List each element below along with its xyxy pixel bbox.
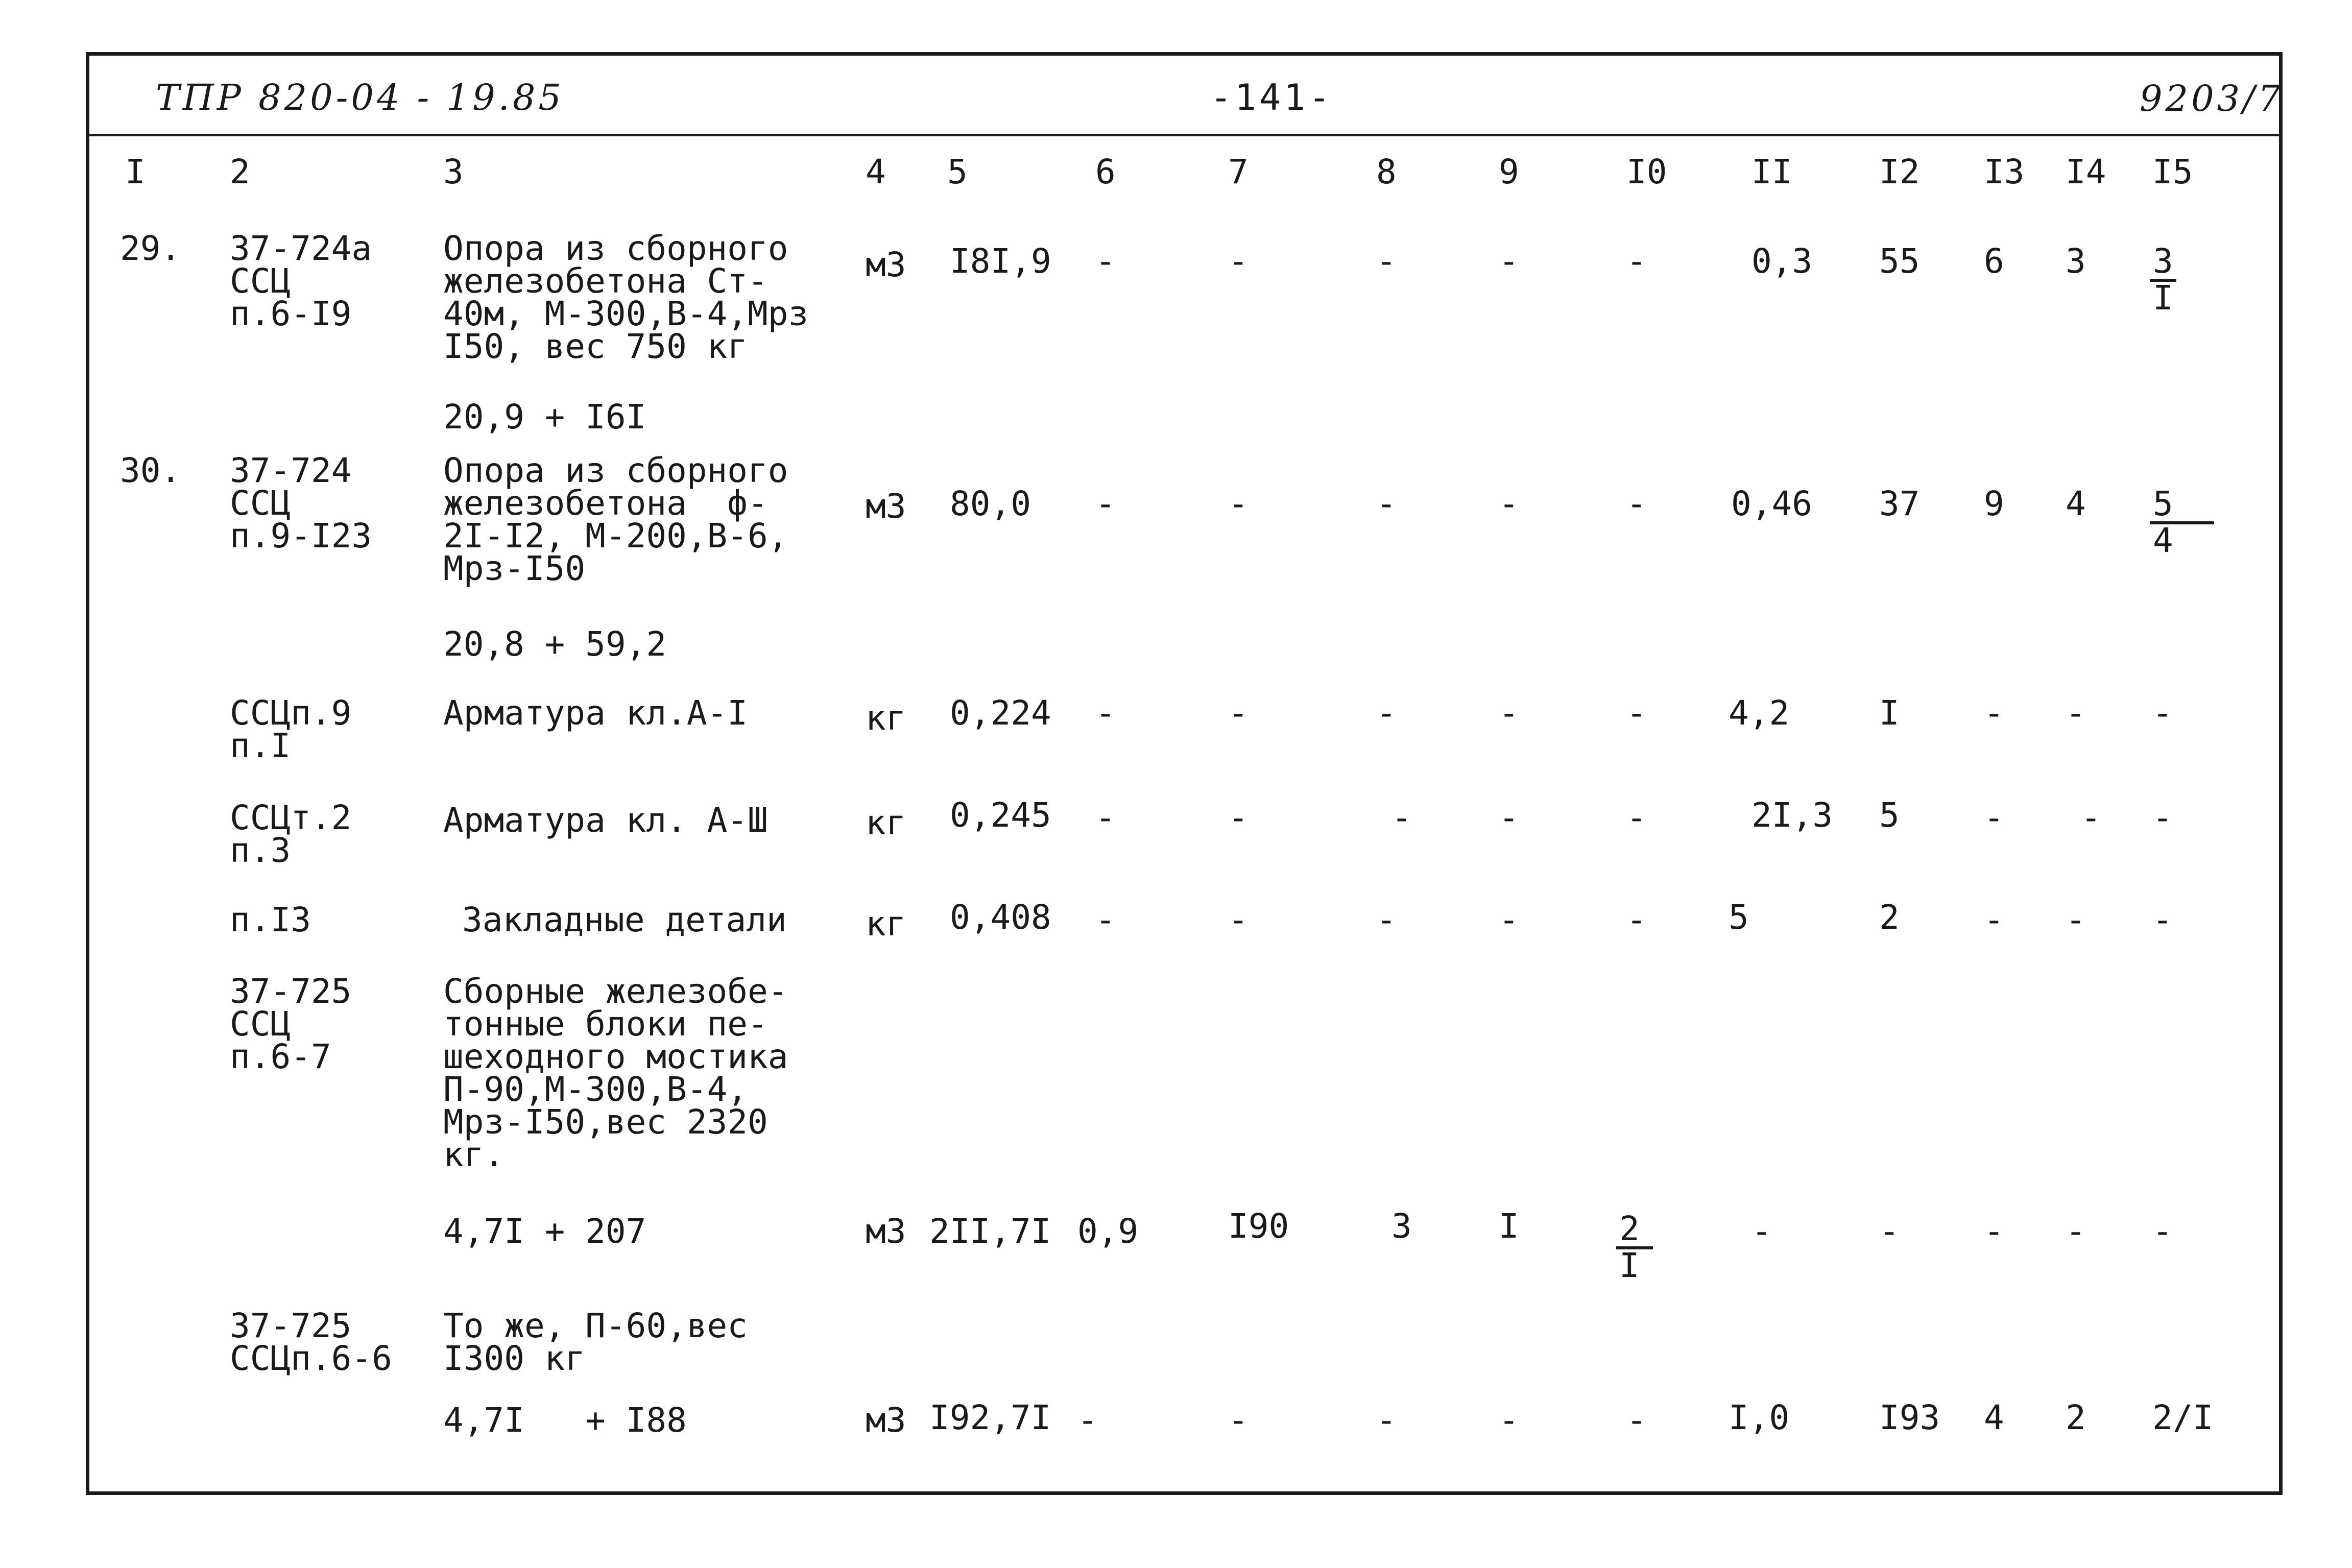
- col5-value: I92,7I: [929, 1398, 1051, 1437]
- col12-value: 55: [1879, 242, 1920, 281]
- col12-value: 37: [1879, 484, 1920, 523]
- col7-value: -: [1228, 693, 1249, 733]
- col6-value: -: [1077, 1401, 1098, 1440]
- col14-value: -: [2066, 1212, 2086, 1251]
- col14-value: 3: [2066, 242, 2086, 281]
- col15-fraction: [2150, 242, 2176, 318]
- col13-value: 9: [1984, 484, 2004, 523]
- price-code: 37-724а ССЦ п.6-I9: [230, 229, 372, 333]
- col-header-6: 6: [1095, 152, 1116, 191]
- col15-value: -: [2152, 798, 2173, 837]
- col14-value: -: [2066, 900, 2086, 939]
- page-number: -141-: [1210, 77, 1333, 118]
- fraction-denominator: 4: [2153, 521, 2173, 560]
- col13-value: -: [1984, 693, 2004, 733]
- col9-value: -: [1499, 798, 1519, 837]
- unit: кг: [866, 904, 906, 944]
- col12-value: I93: [1879, 1398, 1940, 1437]
- row-number: 30.: [120, 451, 181, 490]
- col9-value: -: [1499, 242, 1519, 281]
- price-code: ССЦт.2 п.3: [230, 798, 352, 870]
- fraction-numerator: 2: [1616, 1213, 1653, 1249]
- col11-value: 2I,3: [1751, 795, 1833, 835]
- unit: м3: [866, 1401, 906, 1440]
- item-description: Опора из сборного железобетона ф- 2I-I2, М-200,В-6, Мрз-I50: [443, 451, 788, 588]
- fraction-numerator: 5: [2150, 488, 2214, 524]
- col10-value: -: [1626, 900, 1647, 939]
- col5-value: 0,224: [950, 693, 1051, 733]
- col12-value: 2: [1879, 898, 1900, 937]
- item-description: Арматура кл.А-I: [443, 693, 748, 733]
- col-header-5: 5: [947, 152, 968, 191]
- unit: кг: [866, 803, 906, 842]
- col12-value: -: [1879, 1212, 1900, 1251]
- table-frame: [86, 52, 2283, 1495]
- col13-value: -: [1984, 1212, 2004, 1251]
- col-header-9: 9: [1499, 152, 1519, 191]
- col9-value: I: [1499, 1207, 1519, 1246]
- col-header-10: I0: [1626, 152, 1667, 191]
- col6-value: -: [1095, 484, 1116, 523]
- col13-value: 6: [1984, 242, 2004, 281]
- col7-value: -: [1228, 1401, 1249, 1440]
- col6-value: -: [1095, 242, 1116, 281]
- col13-value: 4: [1984, 1398, 2004, 1437]
- col15-value: -: [2152, 693, 2173, 733]
- col11-value: 4,2: [1729, 693, 1790, 733]
- col11-value: 0,46: [1731, 484, 1812, 523]
- price-code: 37-725 ССЦп.6-6: [230, 1306, 392, 1378]
- col6-value: 0,9: [1077, 1212, 1139, 1251]
- col7-value: -: [1228, 798, 1249, 837]
- col-header-13: I3: [1984, 152, 2025, 191]
- sheet-number: 9203/7: [2140, 78, 2284, 119]
- col8-value: -: [1376, 242, 1397, 281]
- col15-value: -: [2152, 900, 2173, 939]
- price-code: ССЦп.9 п.I: [230, 693, 352, 765]
- col-header-4: 4: [866, 152, 886, 191]
- col7-value: I90: [1228, 1207, 1289, 1246]
- item-description: Опора из сборного железобетона Ст- 40м, М-300,В-4,Мрз I50, вес 750 кг: [443, 229, 809, 366]
- volume-formula: 4,7I + I88: [443, 1401, 687, 1440]
- col12-value: I: [1879, 693, 1900, 733]
- fraction-denominator: I: [2153, 278, 2173, 318]
- col5-value: I8I,9: [950, 242, 1051, 281]
- volume-formula: 20,8 + 59,2: [443, 624, 667, 664]
- col-header-12: I2: [1879, 152, 1920, 191]
- col-header-15: I5: [2152, 152, 2193, 191]
- item-description: Закладные детали: [462, 900, 787, 939]
- col9-value: -: [1499, 900, 1519, 939]
- row-number: 29.: [120, 229, 181, 268]
- col10-value: -: [1626, 693, 1647, 733]
- col5-value: 2II,7I: [929, 1212, 1051, 1251]
- col11-value: 0,3: [1751, 242, 1813, 281]
- item-description: Сборные железобе- тонные блоки пе- шеходного мостика П-90,М-300,В-4, Мрз-I50,вес 2320 кг.: [443, 972, 788, 1174]
- unit: м3: [866, 487, 906, 526]
- col7-value: -: [1228, 242, 1249, 281]
- unit: кг: [866, 698, 906, 738]
- price-code: 37-725 ССЦ п.6-7: [230, 972, 352, 1076]
- col7-value: -: [1228, 900, 1249, 939]
- col8-value: -: [1376, 900, 1397, 939]
- col15-fraction: [2150, 484, 2214, 560]
- col-header-14: I4: [2066, 152, 2106, 191]
- col-header-7: 7: [1228, 152, 1249, 191]
- col14-value: 4: [2066, 484, 2086, 523]
- header-divider: [86, 134, 2283, 136]
- col10-value: -: [1626, 798, 1647, 837]
- col11-value: -: [1751, 1212, 1772, 1251]
- price-code: 37-724 ССЦ п.9-I23: [230, 451, 372, 556]
- col-header-11: II: [1751, 152, 1792, 191]
- col8-value: -: [1376, 693, 1397, 733]
- col8-value: -: [1376, 484, 1397, 523]
- col14-value: 2: [2066, 1398, 2086, 1437]
- col7-value: -: [1228, 484, 1249, 523]
- col10-value: -: [1626, 484, 1647, 523]
- col8-value: -: [1391, 798, 1412, 837]
- col-header-1: I: [125, 152, 146, 191]
- col6-value: -: [1095, 798, 1116, 837]
- fraction-numerator: 3: [2150, 245, 2176, 282]
- col10-fraction: [1616, 1209, 1653, 1285]
- col5-value: 80,0: [950, 484, 1031, 523]
- unit: м3: [866, 245, 906, 284]
- volume-formula: 20,9 + I6I: [443, 397, 646, 437]
- col-header-8: 8: [1376, 152, 1397, 191]
- item-description: То же, П-60,вес I300 кг: [443, 1306, 748, 1378]
- col14-value: -: [2066, 693, 2086, 733]
- col6-value: -: [1095, 900, 1116, 939]
- col9-value: -: [1499, 484, 1519, 523]
- item-description: Арматура кл. А-Ш: [443, 801, 768, 840]
- col5-value: 0,245: [950, 795, 1051, 835]
- col9-value: -: [1499, 1401, 1519, 1440]
- col14-value: -: [2081, 798, 2101, 837]
- col-header-2: 2: [230, 152, 250, 191]
- col8-value: 3: [1391, 1207, 1412, 1246]
- col13-value: -: [1984, 900, 2004, 939]
- col8-value: -: [1376, 1401, 1397, 1440]
- doc-code: ТПР 820-04 - 19.85: [156, 77, 564, 118]
- col15-value: 2/I: [2152, 1398, 2214, 1437]
- col11-value: I,0: [1729, 1398, 1790, 1437]
- col-header-3: 3: [443, 152, 464, 191]
- col10-value: -: [1626, 242, 1647, 281]
- col10-value: -: [1626, 1401, 1647, 1440]
- col9-value: -: [1499, 693, 1519, 733]
- fraction-denominator: I: [1619, 1246, 1640, 1285]
- col13-value: -: [1984, 798, 2004, 837]
- price-code: п.I3: [230, 900, 311, 939]
- col6-value: -: [1095, 693, 1116, 733]
- col12-value: 5: [1879, 795, 1900, 835]
- volume-formula: 4,7I + 207: [443, 1212, 646, 1251]
- col5-value: 0,408: [950, 898, 1051, 937]
- col15-value: -: [2152, 1212, 2173, 1251]
- unit: м3: [866, 1212, 906, 1251]
- col11-value: 5: [1729, 898, 1749, 937]
